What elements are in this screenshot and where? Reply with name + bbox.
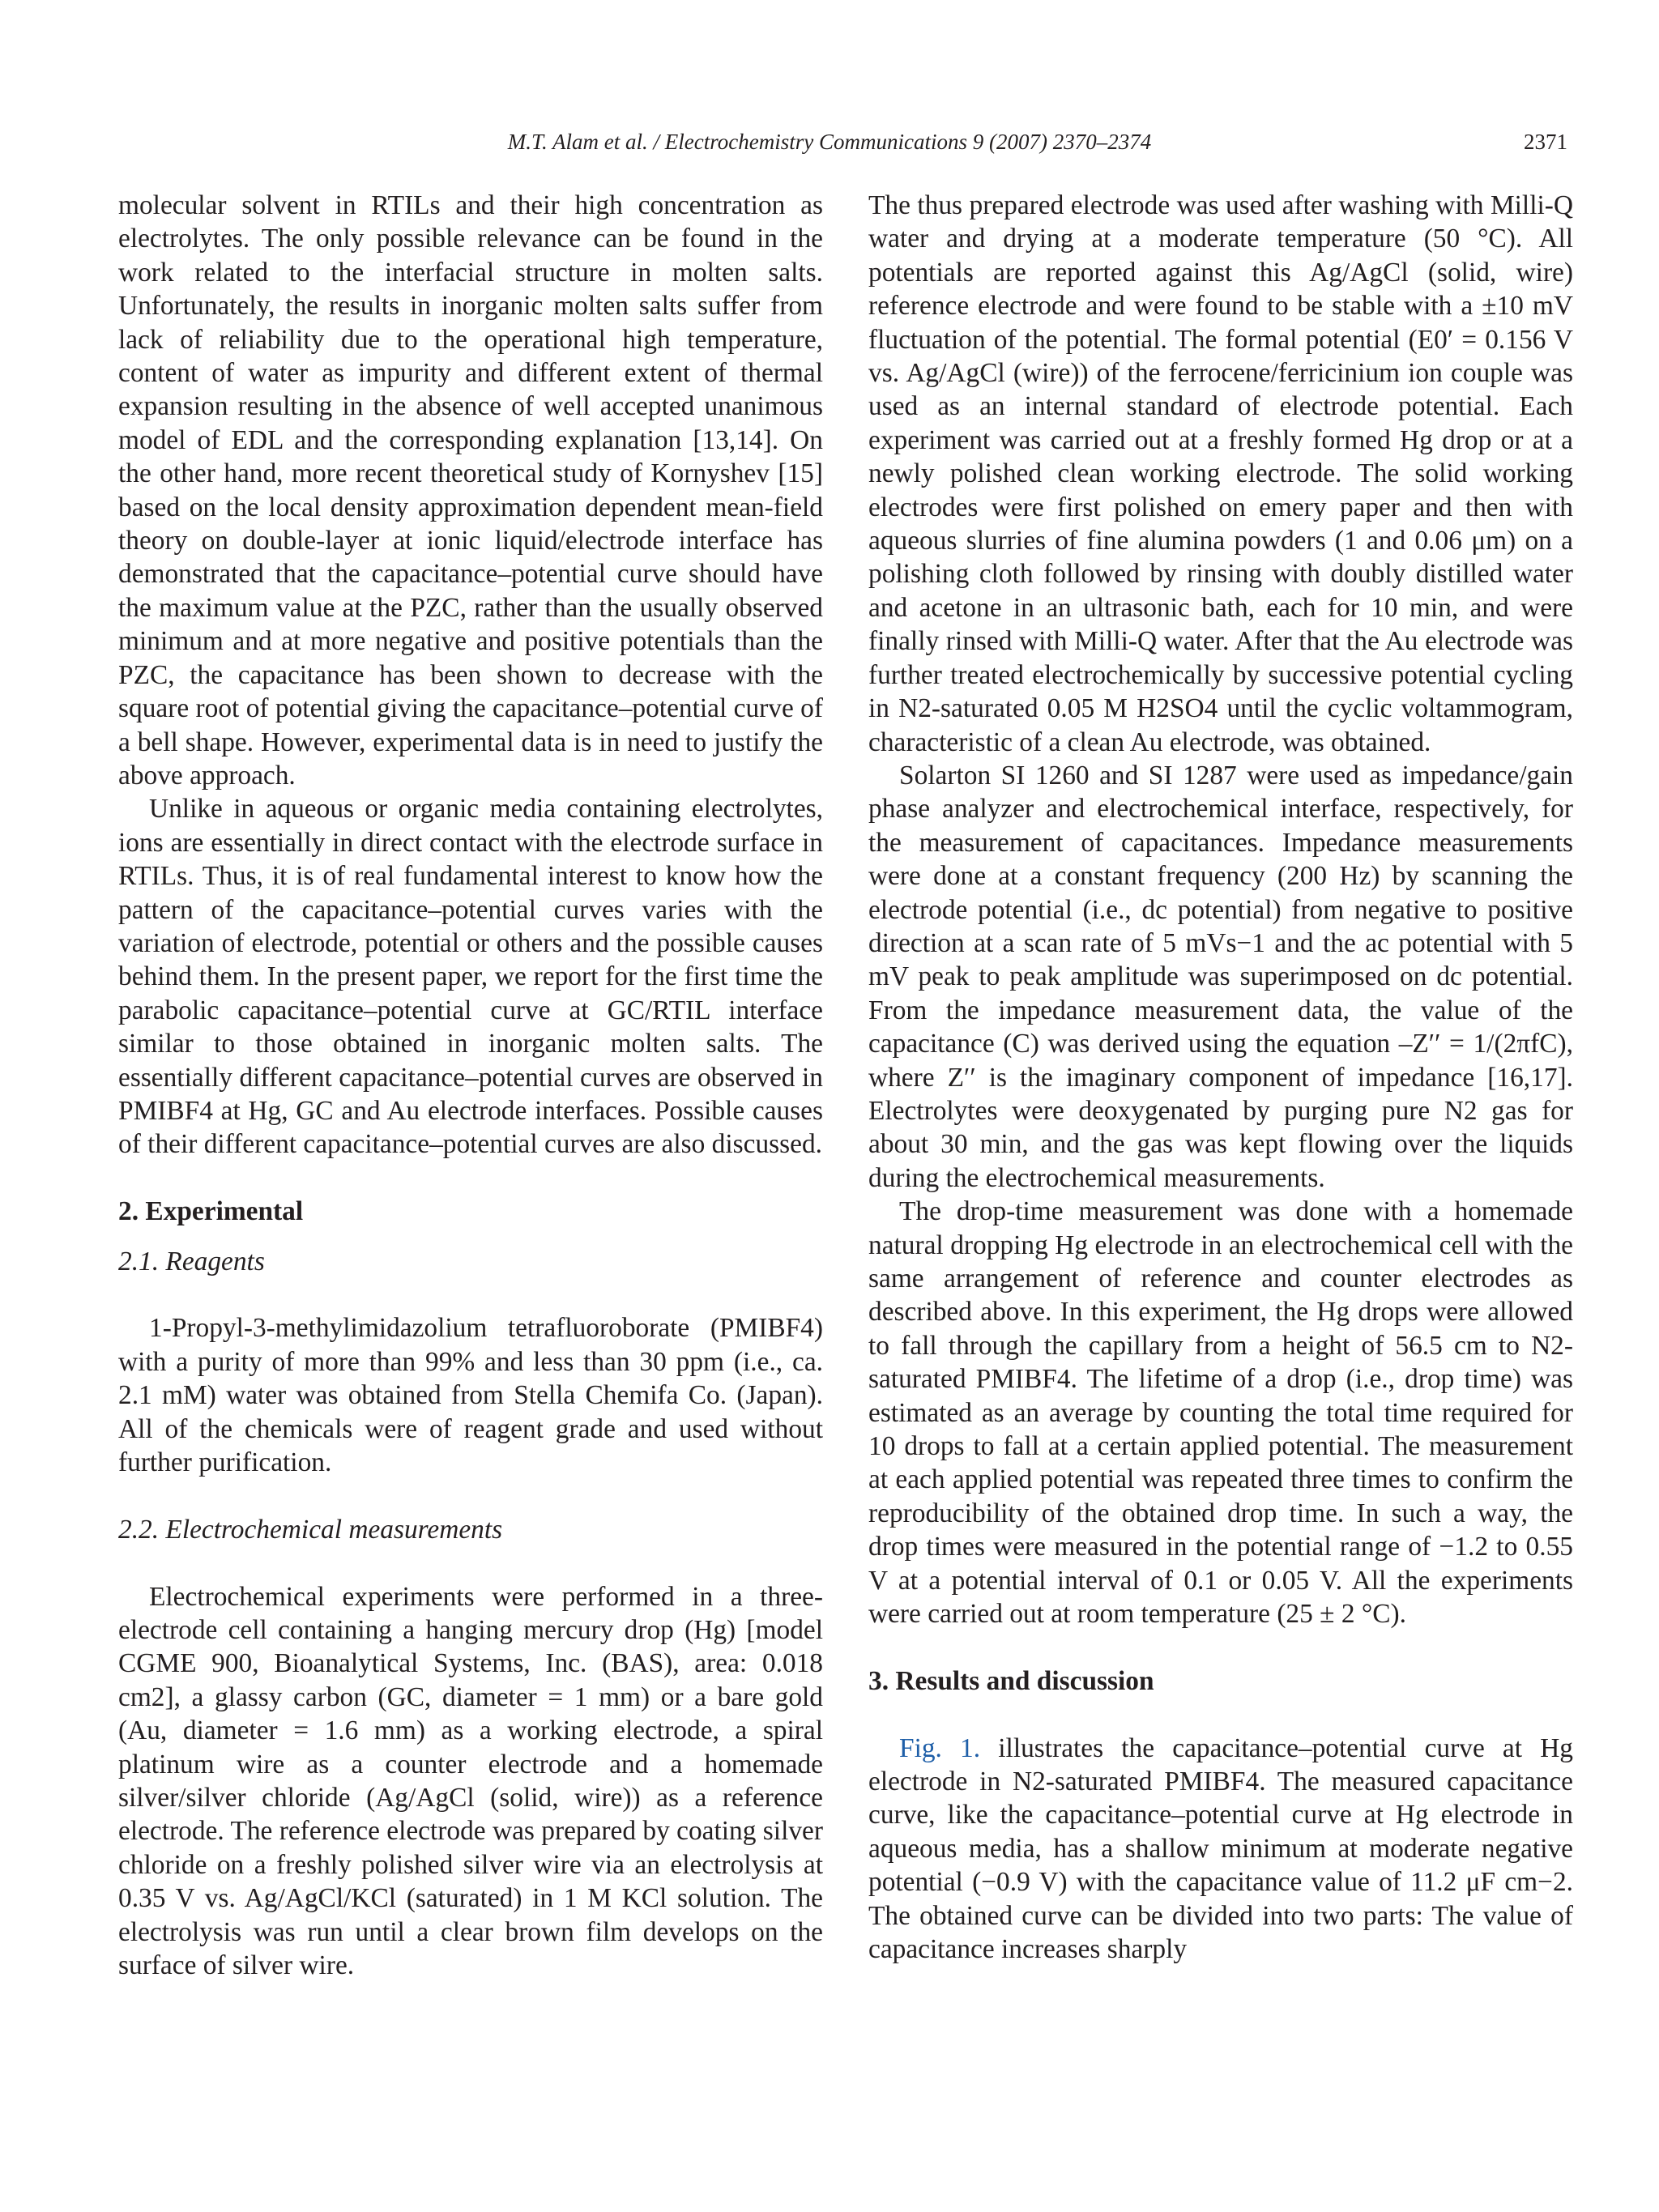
left-column [118, 189, 823, 1982]
paragraph-text: illustrates the capacitance–potential curve at Hg electrode in N2-saturated PMIBF4. The measured capacitance curve, like the capacitance–potential curve at Hg electrode in aqueous media, has a shallow minimum at moderate negative potential (−0.9 V) with the capacitance value of 11.2 μF cm−2. The obtained curve can be divided into two parts: The value of capacitance increases sharply [868, 1733, 1574, 1965]
right-column [868, 189, 1573, 1967]
paragraph: Solarton SI 1260 and SI 1287 were used as impedance/gain phase analyzer and electrochemical interface, respectively, for the measurement of capacitances. Impedance measurements were done at a constant frequency (200 Hz) by scanning the electrode potential (i.e., dc potential) from negative to positive direction at a scan rate of 5 mVs−1 and the ac potential with 5 mV peak to peak amplitude was superimposed on dc potential. From the impedance measurement data, the value of the capacitance (C) was derived using the equation –Z′′ = 1/(2πfC), where Z′′ is the imaginary component of impedance [16,17]. Electrolytes were deoxygenated by purging pure N2 gas for about 30 min, and the gas was kept flowing over the liquids during the electrochemical measurements. [868, 760, 1573, 1193]
paragraph: The drop-time measurement was done with a homemade natural dropping Hg electrode in an electrochemical cell with the same arrangement of reference and counter electrodes as described above. In this experiment, the Hg drops were allowed to fall through the capillary from a height of 56.5 cm to N2-saturated PMIBF4. The lifetime of a drop (i.e., drop time) was estimated as an average by counting the total time required for 10 drops to fall at a certain applied potential. The measurement at each applied potential was repeated three times to confirm the reproducibility of the obtained drop time. In such a way, the drop times were measured in the potential range of −1.2 to 0.55 V at a potential interval of 0.1 or 0.05 V. All the experiments were carried out at room temperature (25 ± 2 °C). [868, 1196, 1573, 1630]
paragraph: Electrochemical experiments were performed in a three-electrode cell containing a hanging mercury drop (Hg) [model CGME 900, Bioanalytical Systems, Inc. (BAS), area: 0.018 cm2], a glassy carbon (GC, diameter = 1 mm) or a bare gold (Au, diameter = 1.6 mm) as a working electrode, a spiral platinum wire as a counter electrode and a homemade silver/silver chloride (Ag/AgCl (solid, wire)) as a reference electrode. The reference electrode was prepared by coating silver chloride on a freshly polished silver wire via an electrolysis at 0.35 V vs. Ag/AgCl/KCl (saturated) in 1 M KCl solution. The electrolysis was run until a clear brown film develops on the surface of silver wire. [118, 1581, 823, 1981]
page-number: 2371 [1524, 130, 1567, 154]
section-heading-results: 3. Results and discussion [868, 1665, 1154, 1696]
paragraph: The thus prepared electrode was used after washing with Milli-Q water and drying at a moderate temperature (50 °C). All potentials are reported against this Ag/AgCl (solid, wire) reference electrode and were found to be stable with a ±10 mV fluctuation of the potential. The formal potential (E0′ = 0.156 V vs. Ag/AgCl (wire)) of the ferrocene/ferricinium ion couple was used as an internal standard of electrode potential. Each experiment was carried out at a freshly formed Hg drop or at a newly polished clean working electrode. The solid working electrodes were first polished on emery paper and then with aqueous slurries of fine alumina powders (1 and 0.06 μm) on a polishing cloth followed by rinsing with doubly distilled water and acetone in an ultrasonic bath, each for 10 min, and were finally rinsed with Milli-Q water. After that the Au electrode was further treated electrochemically by successive potential cycling in N2-saturated 0.05 M H2SO4 until the cyclic voltammogram, characteristic of a clean Au electrode, was obtained. [868, 190, 1573, 757]
paragraph: Unlike in aqueous or organic media containing electrolytes, ions are essentially in direct contact with the electrode surface in RTILs. Thus, it is of real fundamental interest to know how the pattern of the capacitance–potential curves varies with the variation of electrode, potential or others and the possible causes behind them. In the present paper, we report for the first time the parabolic capacitance–potential curve at GC/RTIL interface similar to those obtained in inorganic molten salts. The essentially different capacitance–potential curves are observed in PMIBF4 at Hg, GC and Au electrode interfaces. Possible causes of their different capacitance–potential curves are also discussed. [118, 794, 823, 1160]
subsection-heading-electrochemical: 2.2. Electrochemical measurements [118, 1514, 503, 1545]
section-heading-experimental: 2. Experimental [118, 1196, 304, 1227]
running-head [0, 130, 1659, 162]
paragraph [868, 1732, 1573, 1967]
journal-citation: M.T. Alam et al. / Electrochemistry Communications 9 (2007) 2370–2374 [507, 130, 1152, 154]
paragraph: 1-Propyl-3-methylimidazolium tetrafluoroborate (PMIBF4) with a purity of more than 99% and less than 30 ppm (i.e., ca. 2.1 mM) water was obtained from Stella Chemifa Co. (Japan). All of the chemicals were of reagent grade and used without further purification. [118, 1313, 823, 1477]
subsection-heading-reagents: 2.1. Reagents [118, 1246, 265, 1276]
paragraph: molecular solvent in RTILs and their high concentration as electrolytes. The only possible relevance can be found in the work related to the interfacial structure in molten salts. Unfortunately, the results in inorganic molten salts suffer from lack of reliability due to the operational high temperature, content of water as impurity and different extent of thermal expansion resulting in the absence of well accepted unanimous model of EDL and the corresponding explanation [13,14]. On the other hand, more recent theoretical study of Kornyshev [15] based on the local density approximation dependent mean-field theory on double-layer at ionic liquid/electrode interface has demonstrated that the capacitance–potential curve should have the maximum value at the PZC, rather than the usually observed minimum and at more negative and positive potentials than the PZC, the capacitance has been shown to decrease with the square root of potential giving the capacitance–potential curve of a bell shape. However, experimental data is in need to justify the above approach. [118, 190, 823, 791]
figure-link[interactable]: Fig. 1. [899, 1733, 981, 1763]
